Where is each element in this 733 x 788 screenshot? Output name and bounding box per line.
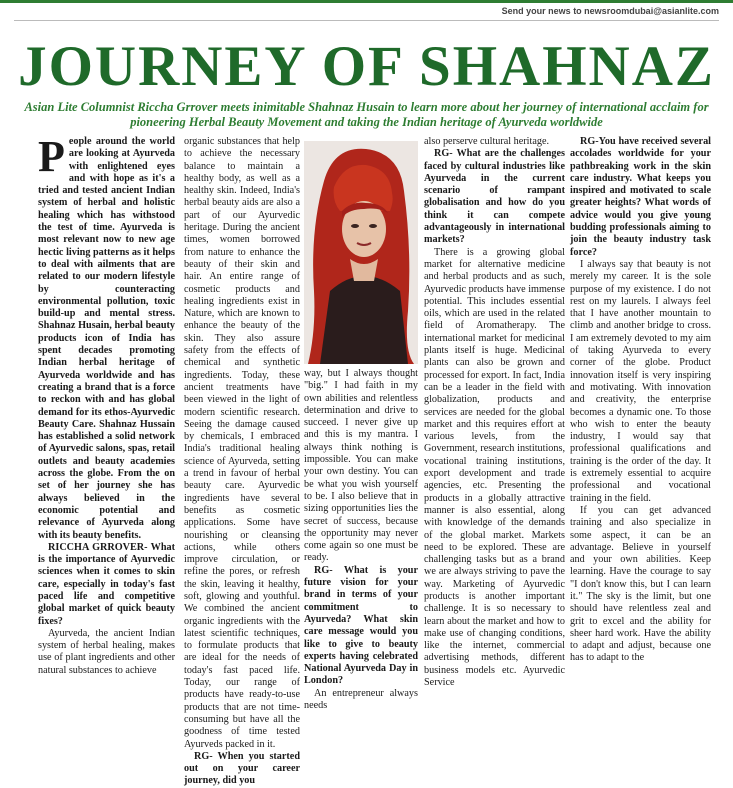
top-accent-line bbox=[0, 0, 733, 3]
article-column-1 bbox=[38, 132, 175, 677]
answer-1-continued: organic substances that help to achieve the necessary balance to maintain a healthy body, as well as a healthy skin. Indeed, India's herbal beauty aids are also a part of our Ayurvedic heritage. During the ancient times, women borrowed from nature to enhance the beauty of their skin and hair. An entire range of cosmetic products and healing ingredients exist in Nature, which are known to enhance the beauty of the skin. They also assure safety from the effects of chemical and synthetic ingredients. Today, these ancient treatments have been viewed in the light of modern scientific research. Seeing the damage caused by chemicals, I embraced India's traditional healing science of Ayurveda, setting a trend in favour of herbal beauty care. Ayurvedic ingredients have several benefits as cosmetic applications. Some have nourishing or cleansing actions, while others improve circulation, or refine the pores, or refresh the skin, leaving it healthy, soft, glowing and youthful. We combined the ancient organic ingredients with the latest scientific techniques, to formulate products that are ideal for the needs of today's fast paced life. Today, our range of products have ready-to-use products that are not time-consuming but have all the goodness of time tested Ayurveds packed in it. bbox=[184, 136, 300, 750]
answer-3: An entrepreneur always needs bbox=[304, 687, 418, 712]
article-headline: JOURNEY OF SHAHNAZ bbox=[18, 35, 715, 98]
article-column-3 bbox=[304, 368, 418, 712]
answer-5-continued: If you can get advanced training and also specialize in some aspect, it can be an advantage. Believe in yourself and your own abilities. Keep learning. Have the courage to say "I don't know this, but I can learn it." The sky is the limit, but one should have relentless zeal and grit to excel and the ability for sheer hard work. Have the ability to adapt and adjust, because one has to adapt to the bbox=[570, 504, 711, 664]
portrait-illustration bbox=[304, 141, 418, 364]
drop-cap: P bbox=[38, 132, 65, 181]
intro-paragraph bbox=[38, 132, 175, 542]
question-4: RG- What are the challenges faced by cultural industries like Ayurveda in the current scenario of rampant globalisation and how do you think it can compete advantageously in international markets? bbox=[424, 148, 565, 246]
question-2: RG- When you started out on your career journey, did you bbox=[184, 750, 300, 787]
question-5: RG-You have received several accolades worldwide for your pathbreaking work in the skin care industry. What keeps you inspired and motivated to scale greater heights? What words of advice would you give young budding professionals aiming to join the beauty industry task force? bbox=[570, 136, 711, 258]
shahnaz-portrait-photo bbox=[304, 141, 418, 364]
article-column-2 bbox=[184, 136, 300, 788]
question-1: RICCHA GRROVER- What is the importance of Ayurvedic sciences when it comes to skin care, especially in today's fast paced life and competitive global market of quick beauty fixes? bbox=[38, 541, 175, 627]
answer-2: way, but I always thought "big." I had faith in my own abilities and relentless determination and drive to succeed. I never give up and this is my mantra. I always think nothing is impossible. You can make your own destiny. You can be what you wish yourself to be. I also believe that in sizing opportunities lies the secret of success, because the opportunity may never come again so one must be ready. bbox=[304, 368, 418, 564]
contact-note: Send your news to newsroomdubai@asianlite.com bbox=[501, 6, 719, 16]
article-standfirst: Asian Lite Columnist Riccha Grrover meets inimitable Shahnaz Husain to learn more about her journey of international acclaim for pioneering Herbal Beauty Movement and taking the Indian heritage of Ayurveda worldwide bbox=[24, 100, 709, 129]
answer-5: I always say that beauty is not merely my career. It is the sole purpose of my existence. I do not rest on my laurels. I always feel that I have another mountain to climb and another bridge to cross. I am extremely devoted to my aim of taking Ayurveda to every corner of the globe. Product innovation itself is very inspiring and motivating. With innovation and creativity, the enterprise becomes a dynamic one. To those who wish to enter the beauty industry, I would say that professional qualifications and training is the order of the day. It is extremely essential to acquire professional and vocational training in the field. bbox=[570, 258, 711, 504]
answer-4: There is a growing global market for alternative medicine and herbal products and as such, Ayurvedic products have immense potential. This includes essential oils, which are used in the related field of Aromatherapy. The international market for medicinal plants itself is huge. Medicinal plants can also be grown and processed for export. In fact, India can be a leader in the field with globalization, products and services are needed for the global market and this requires effort at various levels, from the Government, research institutions, vocational training institutions, export development and trade agencies, etc. Presenting the products in a globally attractive manner is also essential, along with knowledge of the demands of the global market. Markets need to be explored. These are challenging tasks but as a brand we are always striving to pave the way. Marketing of Ayurvedic products is another important challenge. It is so necessary to learn about the market and how to make use of changing conditions, like the internet, commercial advertising methods, different business models etc. Ayurvedic Service bbox=[424, 246, 565, 689]
answer-1: Ayurveda, the ancient Indian system of herbal healing, makes use of plant ingredients and other natural substances to achieve bbox=[38, 627, 175, 676]
header-rule bbox=[14, 20, 719, 21]
intro-text: eople around the world are looking at Ayurveda with enlightened eyes and with hope as it's a tried and tested ancient Indian system of herbal and holistic healing which has withstood the test of time. Ayurveda is most relevant now to new age hectic living patterns as it helps to deal with ailments that are related to our modern lifestyle by counteracting environmental pollution, toxic build-up and mental stress. Shahnaz Husain, herbal beauty products icon of India has spent decades promoting Indian herbal heritage of Ayurveda worldwide and has creating a brand that is a force to reckon with and has global demand for its ethos-Ayurvedic Beauty Care. Shahnaz Hussain has established a solid network of Ayurvedic salons, spas, retail outlets and beauty academies across the globe. From the on set of her journey she has always believed in the economic potential and relevance of Ayurveda along with its beauty benefits. bbox=[38, 136, 175, 541]
answer-3-continued: also perserve cultural heritage. bbox=[424, 136, 550, 147]
question-3: RG- What is your future vision for your brand in terms of your commitment to Ayurveda? What skin care message would you like to give to beauty experts having celebrated National Ayurveda Day in London? bbox=[304, 564, 418, 687]
article-column-5 bbox=[570, 136, 711, 665]
article-column-4 bbox=[424, 136, 565, 689]
